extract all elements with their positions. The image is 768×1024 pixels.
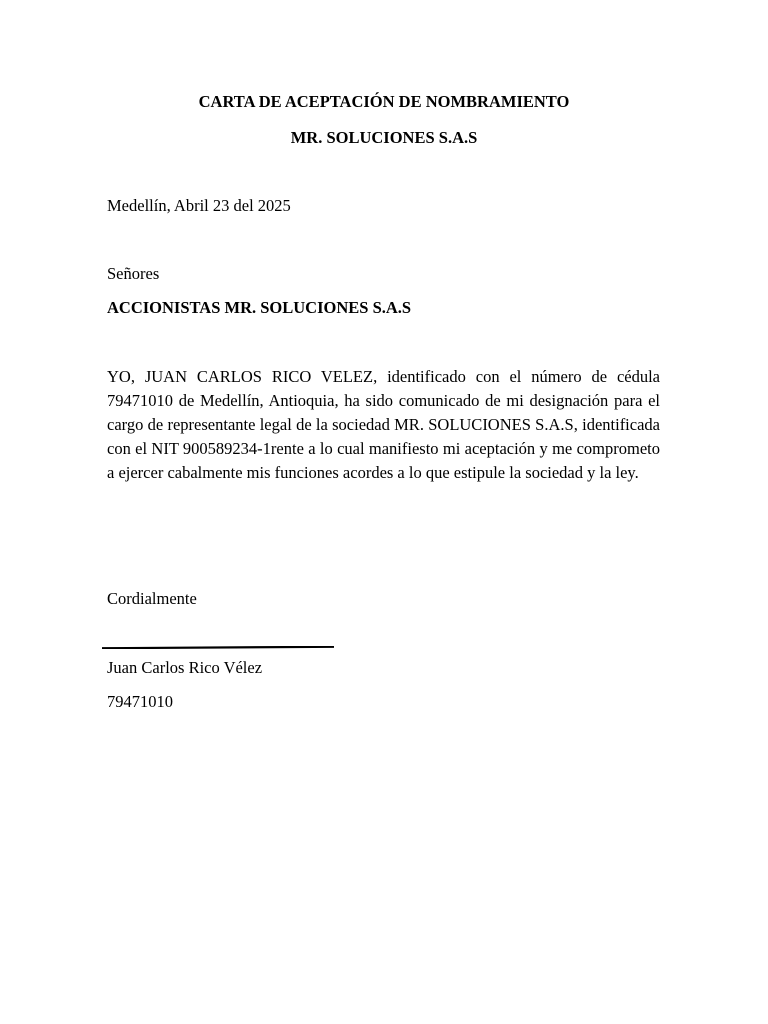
signer-id: 79471010 [107,692,173,711]
document-title: CARTA DE ACEPTACIÓN DE NOMBRAMIENTO [198,92,570,111]
place-date: Medellín, Abril 23 del 2025 [107,196,291,215]
body-paragraph: YO, JUAN CARLOS RICO VELEZ, identificado con el número de cédula 79471010 de Medellín, Antioquia, ha sido comunicado de mi designación para el cargo de representante legal de la sociedad MR. SOLUCIONES S.A.S, identificada con el NIT 900589234-1rente a lo cual manifiesto mi aceptación y me comprometo a ejercer cabalmente mis funciones acordes a lo que estipule la sociedad y la ley. [107,367,660,482]
company-heading: MR. SOLUCIONES S.A.S [290,128,478,147]
signer-name: Juan Carlos Rico Vélez [107,658,263,677]
salutation: Señores [107,264,160,283]
closing: Cordialmente [107,589,197,608]
signature-line [102,646,334,649]
recipient: ACCIONISTAS MR. SOLUCIONES S.A.S [107,298,412,317]
